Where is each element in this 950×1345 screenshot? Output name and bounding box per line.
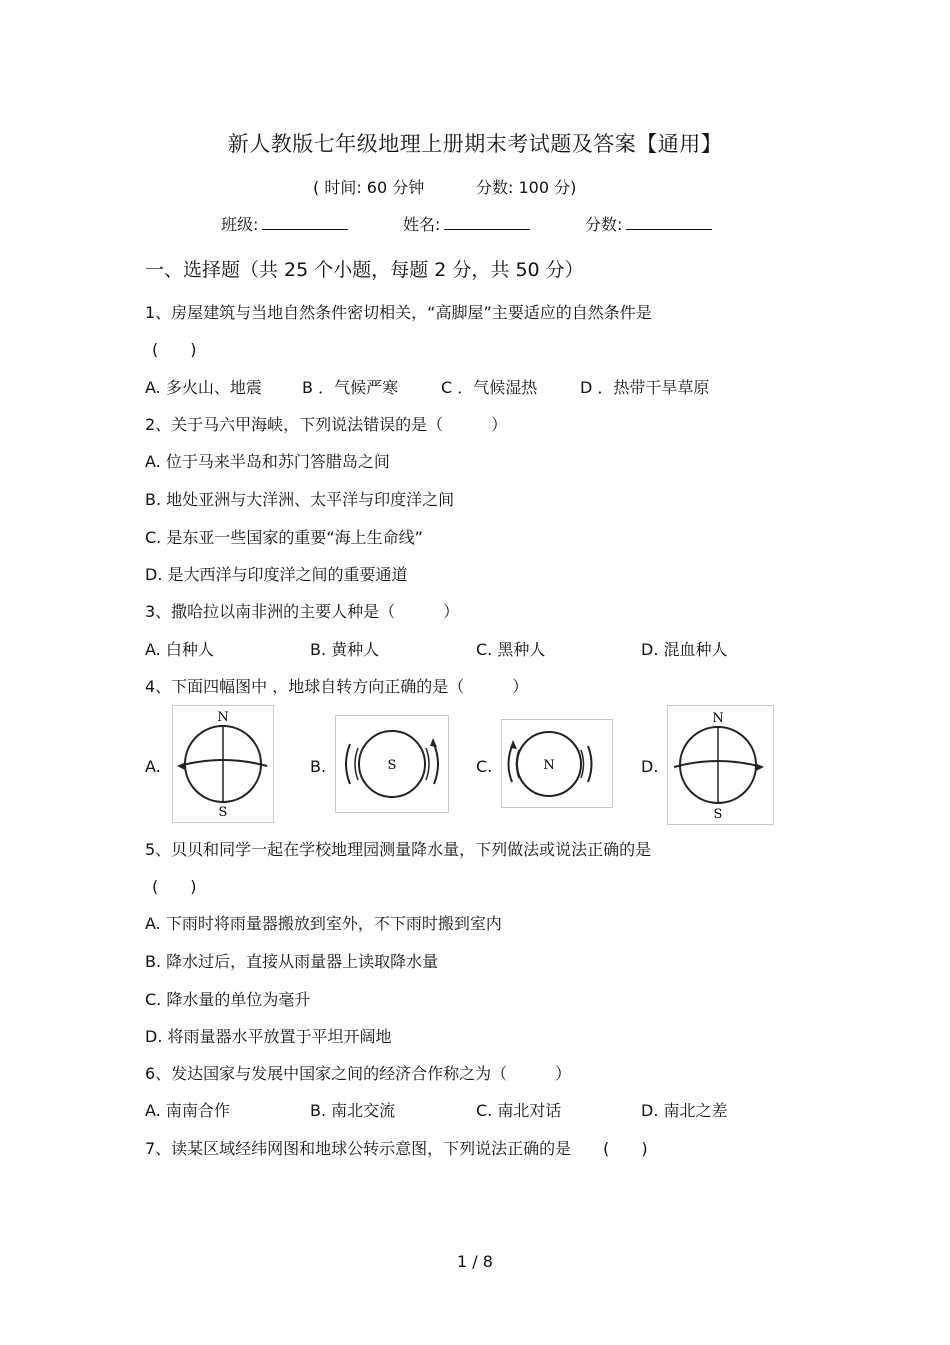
q3-stem: 3、撒哈拉以南非洲的主要人种是（ ）	[145, 602, 460, 621]
q1-option-b[interactable]: B ．气候严寒	[302, 378, 399, 397]
q1-answer-paren: ( )	[152, 340, 197, 359]
q4-figure-c	[501, 719, 613, 808]
class-field[interactable]	[221, 212, 348, 235]
q4-option-d[interactable]: D.	[641, 757, 659, 776]
q3-option-a[interactable]: A. 白种人	[145, 640, 214, 659]
globe-polar-view-icon	[336, 716, 448, 812]
score-field[interactable]	[585, 212, 712, 235]
class-label: 班级:	[221, 215, 259, 234]
q6-option-c[interactable]: C. 南北对话	[476, 1101, 562, 1120]
q3-option-b[interactable]: B. 黄种人	[310, 640, 380, 659]
q6-stem: 6、发达国家与发展中国家之间的经济合作称之为（ ）	[145, 1064, 572, 1083]
south-label: S	[713, 807, 723, 822]
q6-option-d[interactable]: D. 南北之差	[641, 1101, 728, 1120]
q5-stem: 5、贝贝和同学一起在学校地理园测量降水量，下列做法或说法正确的是	[145, 840, 652, 859]
name-label: 姓名:	[403, 215, 441, 234]
q5-answer-paren: ( )	[152, 877, 197, 896]
q2-option-b[interactable]: B. 地处亚洲与大洋洲、太平洋与印度洋之间	[145, 490, 455, 509]
q5-option-b[interactable]: B. 降水过后，直接从雨量器上读取降水量	[145, 952, 439, 971]
north-label: N	[712, 711, 724, 726]
score-blank[interactable]	[626, 213, 712, 230]
q5-option-d[interactable]: D. 将雨量器水平放置于平坦开阔地	[145, 1027, 392, 1046]
name-blank[interactable]	[444, 213, 530, 230]
q4-option-a[interactable]: A.	[145, 757, 161, 776]
q6-option-b[interactable]: B. 南北交流	[310, 1101, 396, 1120]
exam-time: ( 时间: 60 分钟	[313, 178, 425, 197]
q1-stem: 1、房屋建筑与当地自然条件密切相关，“高脚屋”主要适应的自然条件是	[145, 303, 652, 322]
class-blank[interactable]	[262, 213, 348, 230]
q4-option-c[interactable]: C.	[476, 757, 493, 776]
q1-option-a[interactable]: A. 多火山、地震	[145, 378, 262, 397]
q4-option-b[interactable]: B.	[310, 757, 327, 776]
q4-figure-d	[667, 705, 774, 825]
q4-figure-a	[172, 705, 274, 823]
globe-polar-view-icon	[502, 720, 612, 807]
q1-option-d[interactable]: D ．热带干旱草原	[580, 378, 710, 397]
name-field[interactable]	[403, 212, 530, 235]
north-label: N	[543, 758, 555, 773]
q3-option-d[interactable]: D. 混血种人	[641, 640, 728, 659]
south-label: S	[218, 805, 228, 820]
q4-stem: 4、下面四幅图中 ，地球自转方向正确的是（ ）	[145, 677, 529, 696]
globe-side-view-icon	[173, 706, 273, 822]
q2-option-c[interactable]: C. 是东亚一些国家的重要“海上生命线”	[145, 528, 423, 547]
q5-option-c[interactable]: C. 降水量的单位为毫升	[145, 990, 311, 1009]
q2-stem: 2、关于马六甲海峡，下列说法错误的是（ ）	[145, 415, 508, 434]
q2-option-a[interactable]: A. 位于马来半岛和苏门答腊岛之间	[145, 452, 390, 471]
page-title: 新人教版七年级地理上册期末考试题及答案【通用】	[227, 132, 723, 156]
exam-total-score: 分数: 100 分)	[476, 178, 577, 197]
q6-option-a[interactable]: A. 南南合作	[145, 1101, 230, 1120]
q5-option-a[interactable]: A. 下雨时将雨量器搬放到室外，不下雨时搬到室内	[145, 914, 502, 933]
q4-figure-b	[335, 715, 449, 813]
q7-stem: 7、读某区域经纬网图和地球公转示意图，下列说法正确的是 ( )	[145, 1139, 648, 1158]
south-label: S	[387, 758, 397, 773]
page-number: 1 / 8	[457, 1252, 493, 1271]
q1-option-c[interactable]: C ．气候湿热	[441, 378, 538, 397]
globe-side-view-icon	[668, 706, 773, 824]
section-heading: 一、选择题（共 25 个小题，每题 2 分，共 50 分）	[145, 259, 584, 281]
score-label: 分数:	[585, 215, 623, 234]
q2-option-d[interactable]: D. 是大西洋与印度洋之间的重要通道	[145, 565, 408, 584]
north-label: N	[217, 710, 229, 725]
q3-option-c[interactable]: C. 黑种人	[476, 640, 546, 659]
